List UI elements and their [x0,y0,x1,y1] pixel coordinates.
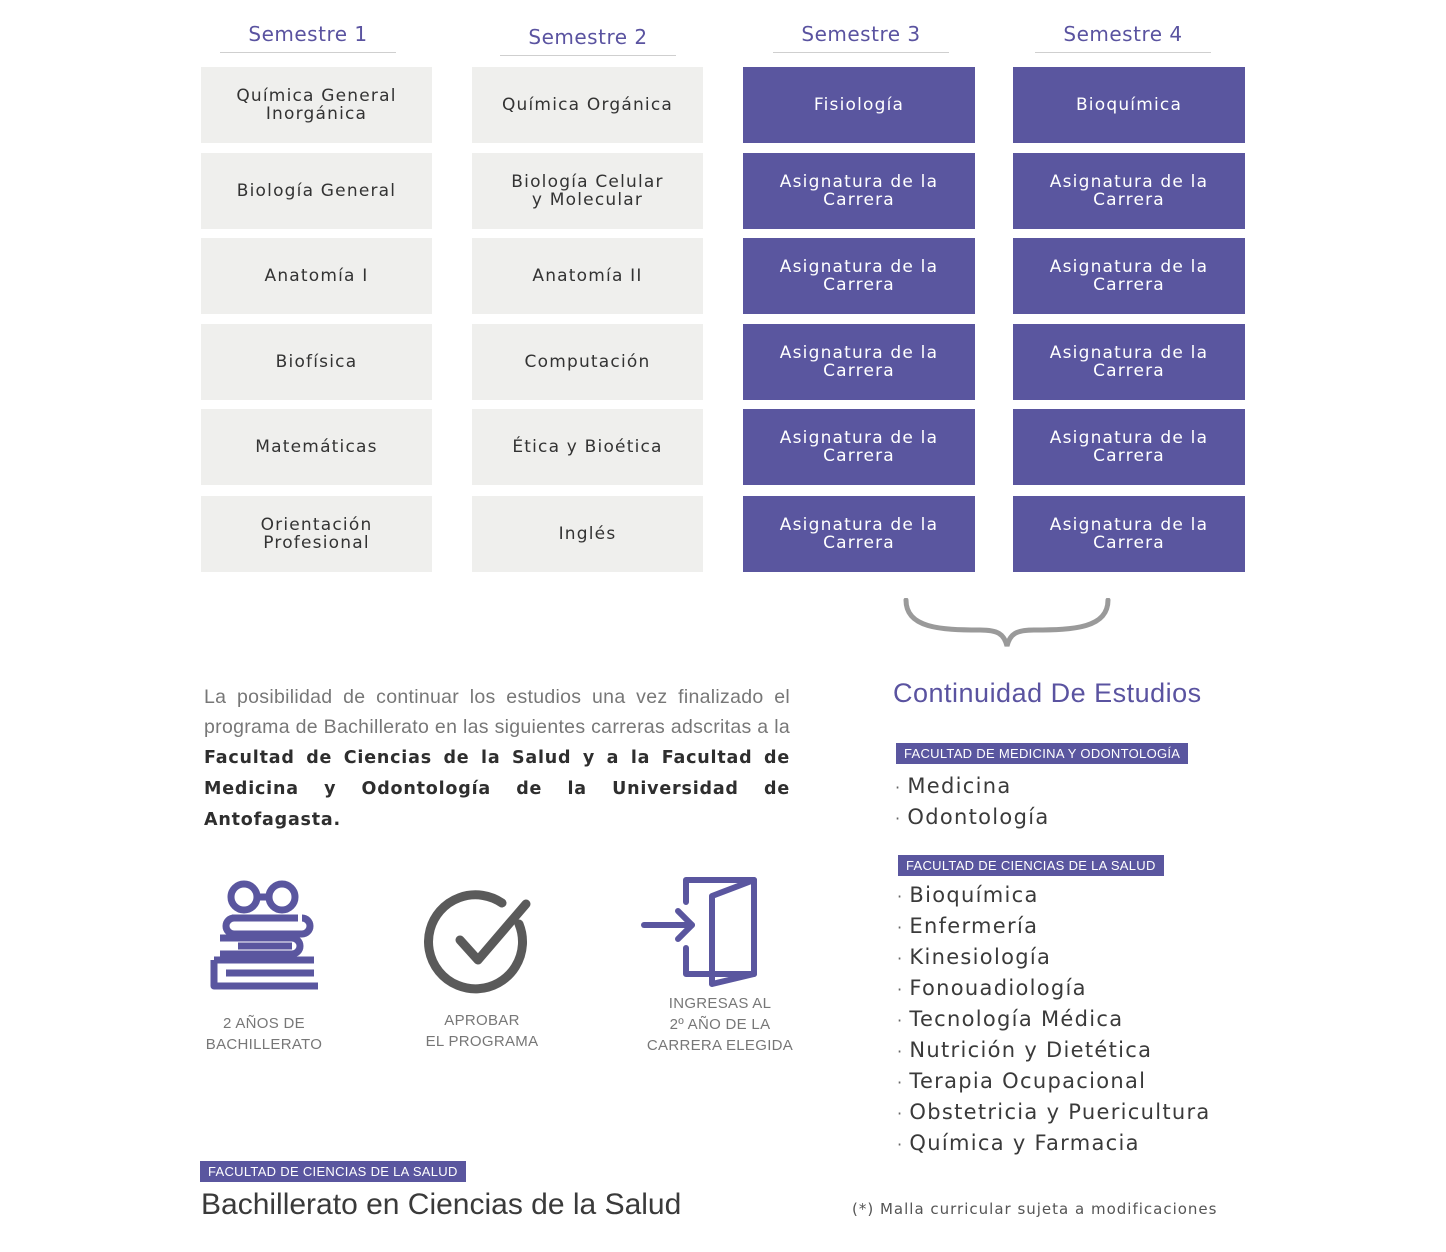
course-name: Profesional [263,533,370,553]
bullet-icon: · [897,1073,904,1092]
check-circle-icon [424,886,536,998]
career-item [897,942,1211,973]
career-name: Fonouadiología [909,976,1087,1000]
career-name: Medicina [907,774,1012,798]
course-name: Asignatura de la [779,515,939,535]
course-name: Ética y Bioética [512,437,663,457]
course-cell [201,324,432,400]
course-cell [743,496,975,572]
course-name: Bioquímica [1075,95,1183,115]
course-cell [472,324,703,400]
course-name: Química General [236,86,397,106]
course-name: Matemáticas [255,437,378,457]
step-label-years: 2 AÑOS DE BACHILLERATO [205,1015,323,1053]
footer-faculty-badge: FACULTAD DE CIENCIAS DE LA SALUD [200,1161,466,1182]
course-name: Asignatura de la [779,343,939,363]
course-name: Biofísica [275,352,358,372]
semester-4-header: Semestre 4 [1035,22,1211,53]
curly-brace-icon [900,598,1114,650]
course-name: Química Orgánica [501,95,674,115]
course-name: Computación [524,352,651,372]
career-item [897,1004,1211,1035]
bullet-icon: · [897,918,904,937]
career-item [897,1097,1211,1128]
course-cell [472,67,703,143]
career-name: Bioquímica [909,883,1039,907]
course-name: Anatomía I [264,266,369,286]
course-name: Asignatura de la [779,428,939,448]
career-list-medicine [895,771,1050,833]
career-name: Kinesiología [909,945,1052,969]
course-name: Carrera [823,361,895,381]
step-label-approve: APROBAR EL PROGRAMA [425,1012,539,1050]
career-item [897,973,1211,1004]
semester-1-header: Semestre 1 [220,22,396,53]
course-cell [201,409,432,485]
career-name: Química y Farmacia [909,1131,1140,1155]
course-cell [1013,324,1245,400]
course-name: Asignatura de la [1049,343,1209,363]
footnote: (*) Malla curricular sujeta a modificaciones [852,1200,1218,1218]
career-item [897,880,1211,911]
bullet-icon: · [897,1011,904,1030]
bullet-icon: · [895,778,902,797]
books-glasses-icon [206,878,322,994]
course-name: Carrera [1093,190,1165,210]
course-cell [743,153,975,229]
course-cell [472,409,703,485]
career-name: Obstetricia y Puericultura [909,1100,1211,1124]
course-name: y Molecular [531,190,644,210]
bullet-icon: · [897,887,904,906]
course-cell [743,67,975,143]
course-cell [472,496,703,572]
course-cell [201,67,432,143]
course-name: Fisiología [813,95,905,115]
career-item [897,1128,1211,1159]
career-item [895,802,1050,833]
course-name: Carrera [1093,275,1165,295]
career-item [895,771,1050,802]
course-cell [1013,153,1245,229]
semester-2-header: Semestre 2 [500,25,676,56]
course-cell [743,238,975,314]
course-name: Asignatura de la [1049,428,1209,448]
course-name: Inorgánica [265,104,368,124]
course-cell [201,496,432,572]
bullet-icon: · [895,809,902,828]
step-label-enter: INGRESAS AL 2º AÑO DE LA CARRERA ELEGIDA [646,995,794,1054]
career-name: Enfermería [909,914,1039,938]
course-cell [201,153,432,229]
course-name: Carrera [823,275,895,295]
course-name: Asignatura de la [779,172,939,192]
intro-paragraph: La posibilidad de continuar los estudios una vez finalizado el programa de Bachillerato en las siguientes carreras adscritas a la Facultad de Ciencias de la Salud y a la Facultad de Medicina y Odontología de la Universidad de Antofagasta. [204,686,790,830]
course-cell [743,324,975,400]
career-name: Odontología [907,805,1050,829]
career-item [897,1035,1211,1066]
course-name: Asignatura de la [779,257,939,277]
course-name: Carrera [1093,446,1165,466]
bullet-icon: · [897,980,904,999]
course-name: Biología Celular [511,172,664,192]
continuity-title: Continuidad De Estudios [893,678,1202,708]
course-name: Carrera [1093,533,1165,553]
career-list-health [897,880,1211,1159]
course-cell [472,153,703,229]
career-item [897,1066,1211,1097]
page-title: Bachillerato en Ciencias de la Salud [201,1188,682,1221]
course-name: Carrera [823,533,895,553]
course-name: Asignatura de la [1049,515,1209,535]
course-name: Carrera [823,190,895,210]
course-name: Inglés [558,524,617,544]
course-cell [1013,409,1245,485]
course-cell [472,238,703,314]
enter-door-icon [640,876,762,988]
course-cell [743,409,975,485]
career-name: Terapia Ocupacional [909,1069,1147,1093]
course-name: Carrera [1093,361,1165,381]
course-cell [1013,67,1245,143]
career-item [897,911,1211,942]
course-name: Asignatura de la [1049,257,1209,277]
bullet-icon: · [897,1104,904,1123]
faculty-badge-health: FACULTAD DE CIENCIAS DE LA SALUD [898,855,1164,876]
course-name: Carrera [823,446,895,466]
bullet-icon: · [897,949,904,968]
career-name: Nutrición y Dietética [909,1038,1153,1062]
course-name: Biología General [236,181,397,201]
course-name: Orientación [260,515,373,535]
course-name: Anatomía II [532,266,643,286]
semester-3-header: Semestre 3 [773,22,949,53]
course-cell [1013,496,1245,572]
faculty-badge-medicine: FACULTAD DE MEDICINA Y ODONTOLOGÍA [896,743,1188,764]
career-name: Tecnología Médica [909,1007,1124,1031]
bullet-icon: · [897,1042,904,1061]
bullet-icon: · [897,1135,904,1154]
course-cell [201,238,432,314]
course-cell [1013,238,1245,314]
course-name: Asignatura de la [1049,172,1209,192]
